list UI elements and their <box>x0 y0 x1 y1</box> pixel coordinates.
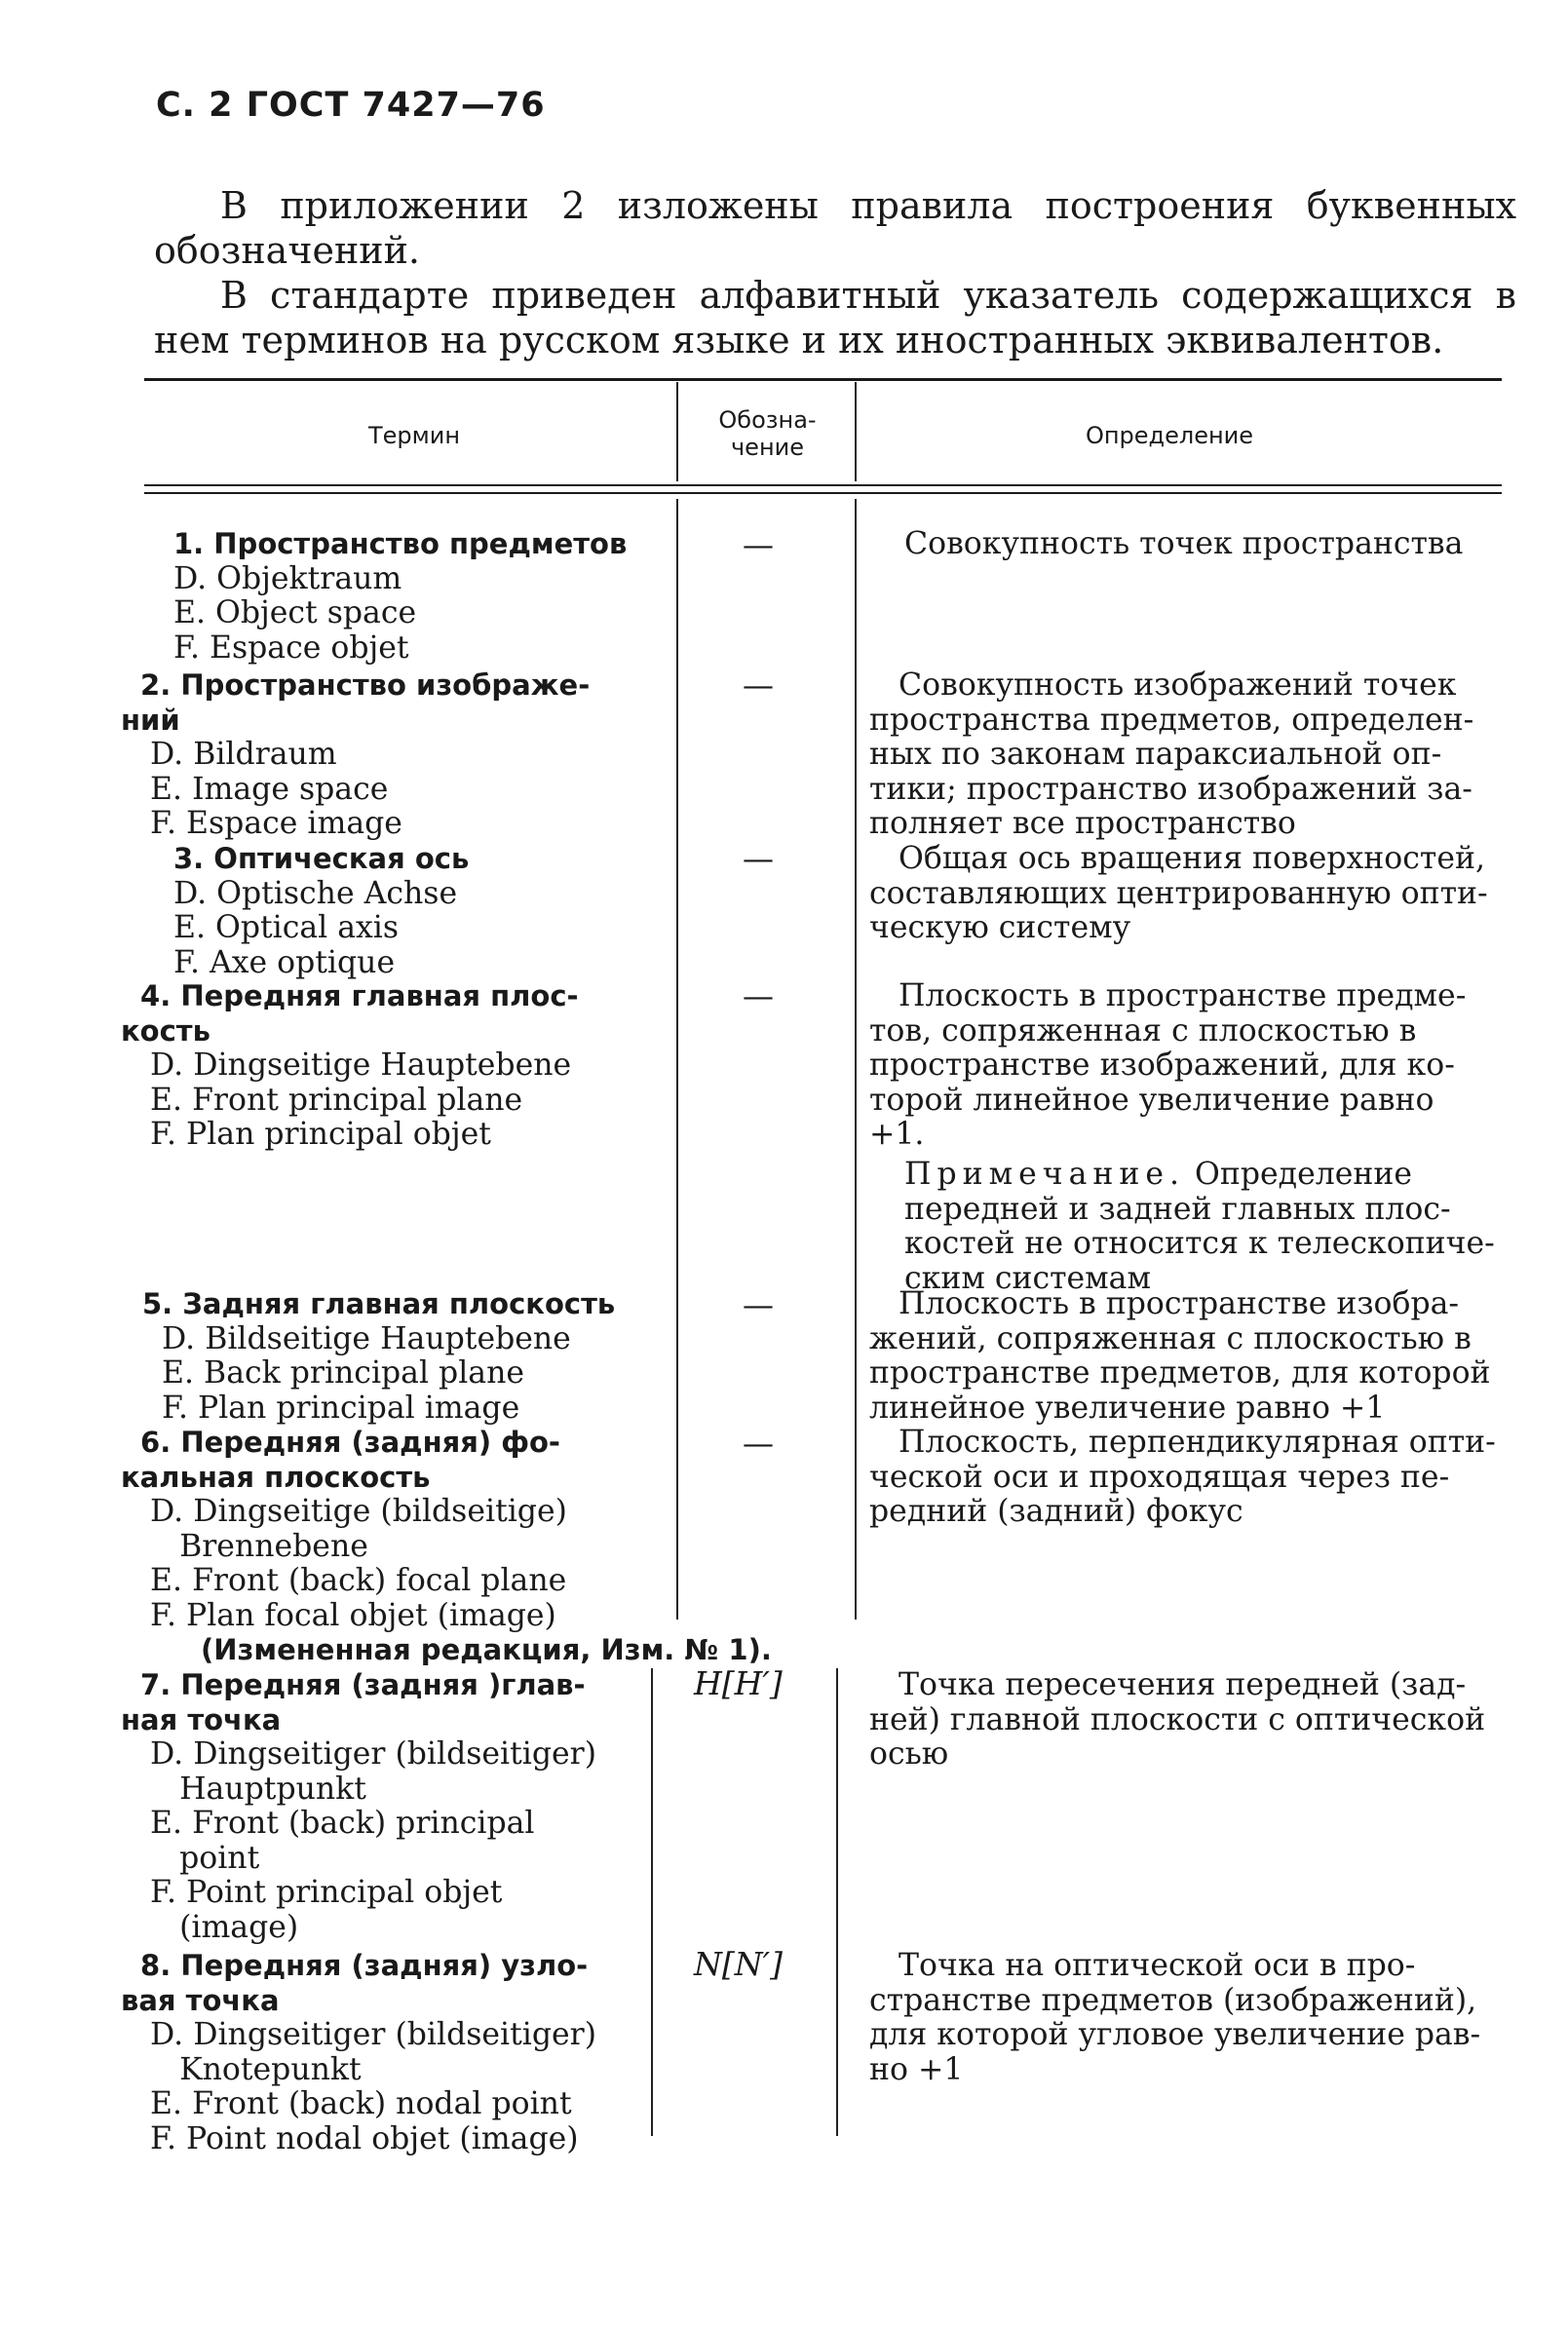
column-divider-1b <box>651 1668 653 2136</box>
term-de: D. Bildraum <box>150 737 337 772</box>
symbol-entry-2: — <box>743 667 774 704</box>
term-de-cont: Hauptpunkt <box>179 1771 366 1807</box>
column-divider-2b <box>836 1668 838 2136</box>
note-line: передней и задней главных плос- <box>904 1191 1451 1227</box>
term-en: E. Optical axis <box>173 910 400 945</box>
term-title: 1. Пространство предметов <box>173 527 628 560</box>
column-header-symbol-line-2: чение <box>731 434 804 461</box>
term-de: D. Optische Achse <box>173 875 458 911</box>
def-line: торой линейное увеличение равно <box>869 1082 1434 1118</box>
def-line: Плоскость, перпендикулярная опти- <box>899 1425 1496 1460</box>
term-de: D. Dingseitige Hauptebene <box>150 1048 572 1083</box>
def-line: ческой оси и проходящая через пе- <box>869 1459 1450 1495</box>
change-note: (Измененная редакция, Изм. № 1). <box>201 1633 772 1666</box>
def-line: осью <box>869 1736 949 1772</box>
symbol-entry-7: H[H′] <box>694 1664 783 1702</box>
term-en: E. Front (back) focal plane <box>150 1563 567 1598</box>
note-label: Примечание. <box>904 1157 1186 1192</box>
def-line: Плоскость в пространстве изобра- <box>899 1286 1460 1321</box>
symbol-entry-5: — <box>743 1286 774 1323</box>
def-line: Плоскость в пространстве предме- <box>899 978 1467 1013</box>
definition-entry-6 <box>869 1426 1496 1530</box>
intro-paragraph-2: В стандарте приведен алфавитный указатель содержащихся в нем терминов на русском языке и их иностранных эквивалентов. <box>154 274 1516 362</box>
def-line: ных по законам параксиальной оп- <box>869 737 1442 772</box>
term-de: D. Objektraum <box>173 560 402 596</box>
term-en: E. Front (back) principal <box>150 1806 535 1841</box>
term-fr: F. Point nodal objet (image) <box>150 2120 579 2156</box>
intro-text <box>154 183 1516 362</box>
term-fr: F. Espace image <box>150 806 402 841</box>
def-line: Совокупность изображений точек <box>899 667 1457 703</box>
def-line: ческую систему <box>869 910 1131 945</box>
def-line: Точка пересечения передней (зад- <box>899 1667 1467 1702</box>
term-title-line-1: 6. Передняя (задняя) фо- <box>140 1426 560 1459</box>
header-rule-2 <box>144 492 1502 494</box>
def-line: редний (задний) фокус <box>869 1494 1243 1529</box>
definition-entry-1: Совокупность точек пространства <box>904 526 1464 561</box>
term-fr: F. Espace objet <box>173 629 409 666</box>
column-header-symbol-line-1: Обозна- <box>718 406 817 434</box>
term-fr: F. Axe optique <box>173 944 396 980</box>
term-en: E. Image space <box>150 771 389 807</box>
term-title: 3. Оптическая ось <box>173 842 470 875</box>
term-entry-3 <box>173 842 469 980</box>
def-line: для которой угловое увеличение рав- <box>869 2017 1481 2052</box>
term-fr-cont: (image) <box>179 1909 299 1945</box>
def-line: пространства предметов, определен- <box>869 702 1474 738</box>
page-header: С. 2 ГОСТ 7427—76 <box>156 86 546 125</box>
term-de-cont: Brennebene <box>179 1528 368 1564</box>
term-title: 5. Задняя главная плоскость <box>142 1287 616 1320</box>
definition-entry-7 <box>869 1668 1485 1773</box>
term-en: E. Object space <box>173 595 417 630</box>
term-de: D. Bildseitige Hauptebene <box>162 1320 571 1356</box>
symbol-entry-1: — <box>743 526 774 563</box>
term-entry-8 <box>121 1949 596 2156</box>
def-line: странстве предметов (изображений), <box>869 1982 1477 2018</box>
term-en-cont: point <box>179 1840 260 1876</box>
definition-entry-3 <box>869 842 1488 946</box>
column-header-definition: Определение <box>1085 422 1254 449</box>
term-entry-7 <box>121 1668 596 1945</box>
term-title-line-2: ная точка <box>121 1702 282 1736</box>
def-line: Общая ось вращения поверхностей, <box>899 841 1485 876</box>
column-header-symbol <box>687 406 848 461</box>
def-line: полняет все пространство <box>869 806 1296 841</box>
term-title-line-2: кальная плоскость <box>121 1460 431 1494</box>
term-en: E. Front principal plane <box>150 1082 523 1118</box>
note-line: Определение <box>1185 1157 1412 1192</box>
term-fr: F. Point principal objet <box>150 1875 503 1910</box>
definition-entry-5 <box>869 1287 1491 1426</box>
def-line: пространстве изображений, для ко- <box>869 1048 1455 1083</box>
def-line: +1. <box>869 1117 925 1152</box>
def-line: ней) главной плоскости с оптической <box>869 1701 1486 1737</box>
column-divider-2a <box>855 499 857 1620</box>
note-line: костей не относится к телескопиче- <box>904 1226 1495 1261</box>
symbol-entry-6: — <box>743 1425 774 1462</box>
term-title-line-2: ний <box>121 703 180 737</box>
term-entry-5 <box>142 1287 615 1426</box>
term-fr: F. Plan principal image <box>162 1390 520 1426</box>
def-line: Точка на оптической оси в про- <box>899 1948 1416 1983</box>
term-entry-6 <box>121 1426 567 1633</box>
term-title-line-2: кость <box>121 1013 210 1048</box>
def-line: тики; пространство изображений за- <box>869 771 1472 807</box>
def-line: жений, сопряженная с плоскостью в <box>869 1320 1472 1356</box>
def-line: пространстве предметов, для которой <box>869 1355 1491 1391</box>
term-entry-4 <box>121 979 579 1153</box>
symbol-entry-3: — <box>743 840 774 877</box>
term-de: D. Dingseitiger (bildseitiger) <box>150 1736 597 1772</box>
definition-entry-8 <box>869 1949 1480 2087</box>
term-fr: F. Plan focal objet (image) <box>150 1597 556 1633</box>
def-line: тов, сопряженная с плоскостью в <box>869 1012 1417 1049</box>
term-title-line-1: 7. Передняя (задняя )глав- <box>140 1668 586 1701</box>
def-line: составляющих центрированную опти- <box>869 875 1488 911</box>
column-header-term: Термин <box>367 422 461 449</box>
term-fr: F. Plan principal objet <box>150 1117 491 1152</box>
term-en: E. Back principal plane <box>162 1355 525 1391</box>
def-line: но +1 <box>869 2051 964 2087</box>
note-entry-4 <box>904 1158 1495 1296</box>
term-de-cont: Knotepunkt <box>179 2051 362 2087</box>
term-en: E. Front (back) nodal point <box>150 2086 572 2121</box>
header-divider-1 <box>676 382 678 481</box>
intro-paragraph-1: В приложении 2 изложены правила построения буквенных обозначений. <box>154 184 1516 272</box>
term-title-line-2: вая точка <box>121 1983 280 2017</box>
def-line: линейное увеличение равно +1 <box>869 1390 1386 1426</box>
symbol-entry-4: — <box>743 977 774 1014</box>
header-rule-1 <box>144 484 1502 486</box>
symbol-entry-8: N[N′] <box>694 1945 783 1983</box>
definition-entry-2 <box>869 668 1473 842</box>
term-title-line-1: 4. Передняя главная плос- <box>140 979 579 1012</box>
term-entry-1 <box>173 527 627 666</box>
table-top-rule <box>144 378 1502 381</box>
header-divider-2 <box>855 382 857 481</box>
term-title-line-1: 2. Пространство изображе- <box>140 668 591 702</box>
note-line: ским системам <box>904 1260 1151 1296</box>
column-divider-1a <box>676 499 678 1620</box>
term-de: D. Dingseitiger (bildseitiger) <box>150 2017 597 2052</box>
term-entry-2 <box>121 668 590 842</box>
term-de: D. Dingseitige (bildseitige) <box>150 1494 567 1529</box>
term-title-line-1: 8. Передняя (задняя) узло- <box>140 1949 589 1982</box>
definition-entry-4 <box>869 979 1466 1153</box>
